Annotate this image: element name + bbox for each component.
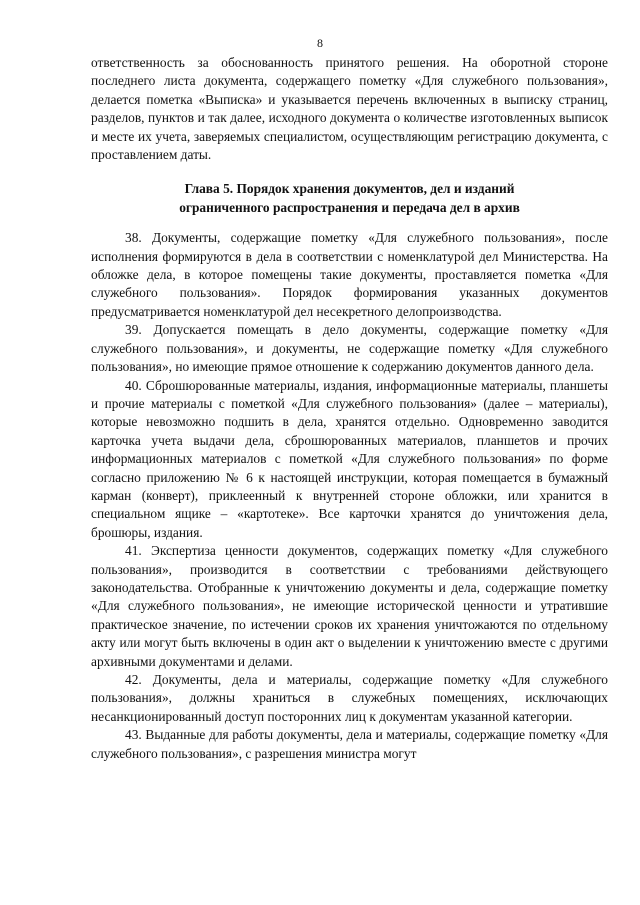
- chapter-title-line-1: Глава 5. Порядок хранения документов, дел и изданий: [184, 181, 515, 197]
- paragraph-42: 42. Документы, дела и материалы, содержащие пометку «Для служебного пользования», должны храниться в служебных помещениях, исключающих несанкционированный доступ посторонних лиц к документам указанной категории.: [91, 672, 608, 724]
- document-body: [91, 54, 608, 763]
- chapter-title: [91, 180, 608, 217]
- chapter-title-line-2: ограниченного распространения и передача дел в архив: [179, 199, 520, 215]
- paragraph-43: 43. Выданные для работы документы, дела и материалы, содержащие пометку «Для служебного пользования», с разрешения министра могут: [91, 727, 608, 761]
- page-number: 8: [317, 36, 323, 50]
- paragraph-41: 41. Экспертиза ценности документов, содержащих пометку «Для служебного пользования», производится в соответствии с требованиями действующего законодательства. Отобранные к уничтожению документы и дела, содержащие пометку «Для служебного пользования», не имеющие исторической ценности и утратившие практическое значение, по истечении сроков их хранения уничтожаются по отдельному акту или могут быть включены в один акт о выделении к уничтожению вместе с другими архивными документами и делами.: [91, 543, 608, 669]
- intro-paragraph: ответственность за обоснованность принятого решения. На оборотной стороне последнего листа документа, содержащего пометку «Для служебного пользования», делается пометка «Выписка» и указывается перечень включенных в выписку страниц, разделов, пунктов и так далее, исходного документа о количестве изготовленных выписок и месте их учета, заверяемых специалистом, осуществляющим регистрацию документа, с проставлением даты.: [91, 55, 608, 163]
- paragraph-38: 38. Документы, содержащие пометку «Для служебного пользования», после исполнения формируются в дела в соответствии с номенклатурой дел Министерства. На обложке дела, в которое помещены такие документы, проставляется пометка «Для служебного пользования». Порядок формирования указанных документов предусматривается номенклатурой дел несекретного делопроизводства.: [91, 230, 608, 319]
- paragraph-39: 39. Допускается помещать в дело документы, содержащие пометку «Для служебного пользования», и документы, не содержащие пометку «Для служебного пользования», но имеющие прямое отношение к содержанию документов данного дела.: [91, 322, 608, 375]
- paragraph-40: 40. Сброшюрованные материалы, издания, информационные материалы, планшеты и прочие материалы с пометкой «Для служебного пользования» (далее – материалы), которые невозможно подшить в дела, хранятся отдельно. Одновременно заводится карточка учета выдачи дела, сброшюрованных материалов, планшетов и прочих информационных материалов с пометкой «Для служебного пользования» по форме согласно приложению № 6 к настоящей инструкции, которая помещается в бумажный карман (конверт), приклеенный к внутренней стороне обложки, или хранится в специальном ящике – «картотеке». Все карточки хранятся до уничтожения дела, брошюры, издания.: [91, 377, 608, 540]
